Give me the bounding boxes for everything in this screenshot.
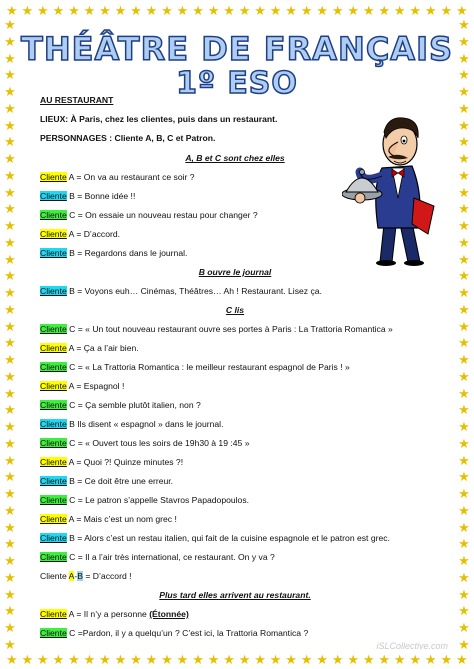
star-icon: ★ (458, 352, 470, 367)
speaker-label: Cliente (40, 400, 67, 410)
star-icon: ★ (4, 301, 16, 317)
star-icon: ★ (192, 651, 204, 667)
star-border-top (6, 3, 468, 17)
star-icon: ★ (114, 2, 127, 18)
dialogue-line: Cliente C = « La Trattoria Romantica : le meilleur restaurant espagnol de Paris ! » (40, 362, 350, 372)
dialogue-line: Cliente A = D’accord. (40, 229, 121, 239)
star-border-left (3, 18, 17, 651)
star-icon: ★ (458, 251, 470, 267)
speaker-label: Cliente (40, 419, 67, 429)
page-title: THÉÂTRE DE FRANÇAIS (20, 30, 454, 68)
star-icon: ★ (347, 651, 359, 667)
dialogue-line: Cliente B = Regardons dans le journal. (40, 248, 188, 258)
speaker-label: Cliente (40, 628, 67, 638)
star-icon: ★ (424, 2, 437, 18)
star-icon: ★ (458, 603, 470, 619)
star-icon: ★ (269, 2, 282, 18)
dialogue-line: Cliente C =Pardon, il y a quelqu’un ? C’est ici, la Trattoria Romantica ? (40, 628, 309, 638)
star-icon: ★ (4, 151, 16, 166)
star-icon: ★ (458, 553, 470, 568)
star-icon: ★ (458, 234, 470, 250)
star-icon: ★ (254, 2, 266, 18)
speaker-label: Cliente (40, 172, 67, 182)
star-icon: ★ (458, 419, 470, 434)
star-icon: ★ (4, 603, 16, 619)
star-icon: ★ (4, 218, 16, 233)
star-icon: ★ (4, 100, 16, 116)
star-icon: ★ (424, 651, 437, 667)
star-icon: ★ (378, 651, 391, 667)
star-icon: ★ (99, 651, 111, 667)
star-icon: ★ (393, 651, 406, 667)
star-icon: ★ (161, 2, 173, 18)
star-icon: ★ (176, 651, 189, 667)
star-border-right (457, 18, 471, 651)
star-icon: ★ (4, 419, 16, 434)
star-icon: ★ (458, 385, 470, 401)
star-icon: ★ (4, 402, 16, 418)
star-icon: ★ (458, 117, 470, 133)
star-icon: ★ (4, 201, 16, 217)
speaker-label: Cliente (40, 495, 67, 505)
star-icon: ★ (458, 17, 470, 32)
star-icon: ★ (68, 2, 80, 18)
star-icon: ★ (4, 17, 16, 32)
star-icon: ★ (331, 2, 344, 18)
star-icon: ★ (4, 84, 16, 99)
star-icon: ★ (207, 2, 220, 18)
star-icon: ★ (83, 2, 96, 18)
star-icon: ★ (458, 318, 470, 334)
scene-direction: Plus tard elles arrivent au restaurant. (159, 590, 311, 600)
star-icon: ★ (4, 285, 16, 300)
star-icon: ★ (458, 469, 470, 485)
star-icon: ★ (4, 268, 16, 284)
star-icon: ★ (378, 2, 391, 18)
star-icon: ★ (285, 2, 297, 18)
dialogue-line: Cliente A = Il n’y a personne (Étonnée) (40, 609, 189, 619)
star-icon: ★ (21, 2, 34, 18)
speaker-label: Cliente (40, 381, 67, 391)
star-icon: ★ (458, 452, 470, 468)
dialogue-line: Cliente A = On va au restaurant ce soir ? (40, 172, 195, 182)
star-icon: ★ (300, 651, 313, 667)
star-icon: ★ (458, 201, 470, 217)
star-icon: ★ (458, 569, 470, 585)
star-icon: ★ (4, 620, 16, 635)
star-icon: ★ (4, 50, 16, 66)
speaker-label: Cliente (40, 229, 67, 239)
speaker-label: Cliente (40, 324, 67, 334)
star-icon: ★ (331, 651, 344, 667)
star-icon: ★ (458, 184, 470, 200)
star-icon: ★ (458, 586, 470, 602)
dialogue-line: Cliente B Ils disent « espagnol » dans le journal. (40, 419, 224, 429)
star-icon: ★ (223, 2, 235, 18)
star-icon: ★ (83, 651, 96, 667)
star-icon: ★ (4, 519, 16, 535)
star-icon: ★ (458, 268, 470, 284)
star-icon: ★ (409, 2, 422, 18)
dialogue-line: Cliente B = Voyons euh… Cinémas, Théâtres… Ah ! Restaurant. Lisez ça. (40, 286, 322, 296)
star-icon: ★ (458, 33, 470, 49)
star-icon: ★ (455, 651, 468, 667)
star-icon: ★ (4, 502, 16, 518)
star-icon: ★ (455, 2, 468, 18)
scene-direction: A, B et C sont chez elles (185, 153, 285, 163)
star-icon: ★ (4, 184, 16, 200)
section-heading: AU RESTAURANT (40, 95, 114, 105)
star-icon: ★ (37, 651, 49, 667)
star-icon: ★ (4, 569, 16, 585)
star-icon: ★ (238, 651, 251, 667)
star-icon: ★ (68, 651, 80, 667)
star-icon: ★ (238, 2, 251, 18)
star-icon: ★ (130, 2, 142, 18)
dialogue-line: Cliente C = « Ouvert tous les soirs de 19h30 à 19 :45 » (40, 438, 250, 448)
star-icon: ★ (458, 435, 470, 451)
star-icon: ★ (458, 502, 470, 518)
star-icon: ★ (6, 2, 18, 18)
dialogue-line: Cliente A = Espagnol ! (40, 381, 125, 391)
star-icon: ★ (458, 335, 470, 351)
star-icon: ★ (130, 651, 142, 667)
star-icon: ★ (269, 651, 282, 667)
star-icon: ★ (114, 651, 127, 667)
speaker-label: Cliente (40, 552, 67, 562)
speaker-label: Cliente (40, 191, 67, 201)
star-icon: ★ (4, 251, 16, 267)
star-icon: ★ (458, 285, 470, 300)
star-icon: ★ (4, 452, 16, 468)
star-icon: ★ (458, 151, 470, 166)
speaker-label: Cliente (40, 533, 67, 543)
star-icon: ★ (4, 167, 16, 183)
star-icon: ★ (4, 117, 16, 133)
speaker-label: Cliente (40, 476, 67, 486)
star-icon: ★ (458, 134, 470, 150)
speaker-label: Cliente (40, 248, 67, 258)
star-icon: ★ (362, 651, 375, 667)
watermark: iSLCollective.com (376, 641, 448, 651)
star-icon: ★ (458, 167, 470, 183)
scene-direction: C lis (225, 305, 245, 315)
star-border-bottom (6, 652, 468, 666)
star-icon: ★ (4, 368, 16, 384)
dialogue-line: Cliente A-B = D’accord ! (40, 571, 132, 581)
star-icon: ★ (4, 234, 16, 250)
scene-direction: B ouvre le journal (198, 267, 272, 277)
dialogue-line: Cliente C = Ça semble plutôt italien, non ? (40, 400, 201, 410)
star-icon: ★ (362, 2, 375, 18)
star-icon: ★ (458, 486, 470, 501)
star-icon: ★ (4, 33, 16, 49)
dialogue-line: Cliente A = Mais c’est un nom grec ! (40, 514, 177, 524)
star-icon: ★ (409, 651, 422, 667)
star-icon: ★ (458, 301, 470, 317)
dialogue-line: Cliente A = Quoi ?! Quinze minutes ?! (40, 457, 184, 467)
speaker-label: Cliente (40, 514, 67, 524)
star-icon: ★ (440, 651, 453, 667)
speaker-label: Cliente (40, 343, 67, 353)
star-icon: ★ (458, 402, 470, 418)
star-icon: ★ (4, 335, 16, 351)
star-icon: ★ (192, 2, 204, 18)
speaker-label: Cliente (40, 210, 67, 220)
star-icon: ★ (37, 2, 49, 18)
star-icon: ★ (458, 218, 470, 233)
speaker-label: Cliente (40, 362, 67, 372)
personnages-line: PERSONNAGES : Cliente A, B, C et Patron. (40, 133, 216, 143)
dialogue-line: Cliente C = Il a l’air très international, ce restaurant. On y va ? (40, 552, 275, 562)
star-icon: ★ (458, 100, 470, 116)
star-icon: ★ (99, 2, 111, 18)
star-icon: ★ (52, 651, 65, 667)
star-icon: ★ (4, 486, 16, 501)
dialogue-line: Cliente A = Ça a l’air bien. (40, 343, 139, 353)
star-icon: ★ (4, 67, 16, 83)
dialogue-line: Cliente C = « Un tout nouveau restaurant ouvre ses portes à Paris : La Trattoria Romantica » (40, 324, 393, 334)
star-icon: ★ (6, 651, 18, 667)
star-icon: ★ (145, 2, 158, 18)
star-icon: ★ (458, 50, 470, 66)
star-icon: ★ (347, 2, 359, 18)
star-icon: ★ (161, 651, 173, 667)
star-icon: ★ (440, 2, 453, 18)
star-icon: ★ (458, 84, 470, 99)
dialogue-line: Cliente B = Alors c’est un restau italien, qui fait de la cuisine espagnole et le patron est grec. (40, 533, 390, 543)
star-icon: ★ (145, 651, 158, 667)
star-icon: ★ (4, 318, 16, 334)
star-icon: ★ (316, 651, 328, 667)
star-icon: ★ (52, 2, 65, 18)
star-icon: ★ (316, 2, 328, 18)
star-icon: ★ (300, 2, 313, 18)
lieux-line: LIEUX: À Paris, chez les clientes, puis dans un restaurant. (40, 114, 278, 124)
star-icon: ★ (458, 636, 470, 652)
speaker-label: Cliente (40, 457, 67, 467)
star-icon: ★ (458, 536, 470, 552)
dialogue-line: Cliente B = Bonne idée !! (40, 191, 136, 201)
star-icon: ★ (254, 651, 266, 667)
star-icon: ★ (458, 519, 470, 535)
star-icon: ★ (4, 352, 16, 367)
dialogue-line: Cliente C = On essaie un nouveau restau pour changer ? (40, 210, 258, 220)
star-icon: ★ (4, 435, 16, 451)
star-icon: ★ (207, 651, 220, 667)
dialogue-line: Cliente B = Ce doit être une erreur. (40, 476, 174, 486)
page-subtitle: 1º ESO (176, 66, 298, 101)
star-icon: ★ (4, 469, 16, 485)
star-icon: ★ (285, 651, 297, 667)
star-icon: ★ (4, 134, 16, 150)
star-icon: ★ (4, 385, 16, 401)
speaker-label: Cliente (40, 286, 67, 296)
star-icon: ★ (4, 586, 16, 602)
waiter-illustration (342, 106, 448, 266)
speaker-label: Cliente (40, 438, 67, 448)
star-icon: ★ (176, 2, 189, 18)
star-icon: ★ (458, 620, 470, 635)
star-icon: ★ (4, 636, 16, 652)
star-icon: ★ (4, 536, 16, 552)
star-icon: ★ (4, 553, 16, 568)
star-icon: ★ (393, 2, 406, 18)
star-icon: ★ (223, 651, 235, 667)
dialogue-line: Cliente C = Le patron s’appelle Stavros Papadopoulos. (40, 495, 250, 505)
star-icon: ★ (21, 651, 34, 667)
star-icon: ★ (458, 368, 470, 384)
star-icon: ★ (458, 67, 470, 83)
speaker-label: Cliente (40, 609, 67, 619)
